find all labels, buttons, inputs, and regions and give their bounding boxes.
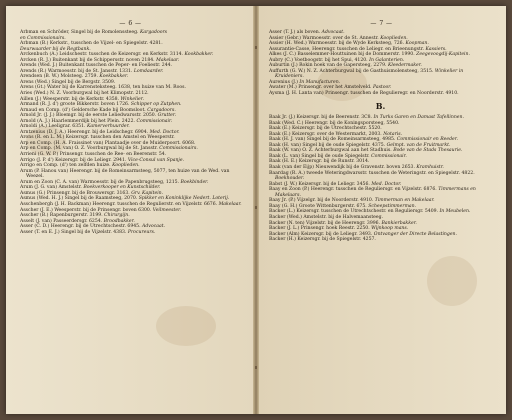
page-number-right: — 7 — [370, 20, 393, 27]
entry-occupation: Notaris. [383, 131, 403, 137]
entry-text: Baak (H. J. van) Singel bij de Romeinsarmsteeg, 4985. [269, 137, 396, 143]
entry-text: Baak (van der Eijp) Nieuwendijk bij de Gravenstr. boven 2653. [269, 165, 415, 171]
entry-occupation: Commissionair. [136, 118, 173, 124]
entry-occupation: Koekbakker. [99, 74, 129, 80]
entry-text: Arum (J. G. van) Amstelstr. [20, 185, 82, 191]
entry-text: Aries (Wed.) N. Z. Voorburgwal bij het Klimopstr. 2112. [20, 91, 149, 97]
entry-text: Baay (G. H.) Groote Wittenburgerstr. 675. [269, 203, 367, 209]
entry-text: Arckenbuch (A.) Leidschestr. tusschen de Keizersgr. en Kerkstr. 3114. [20, 52, 184, 58]
entry-occupation: Procureurs. [127, 229, 156, 235]
entry-occupation: Advocaat. [321, 30, 345, 35]
entry-occupation: Kooplieden. [112, 163, 140, 169]
entry-text: Assier (Gebr.) Warmoesstr. over de St. Annestr. [269, 35, 379, 41]
entry-occupation: In Galanterien. [369, 57, 405, 63]
entry-text: Asser (T. J.) als boven. [269, 30, 321, 35]
entry-text: Baak (W. van) O. Z. Achterburgwal aan het Stadhuis. [269, 148, 392, 154]
directory-entry [269, 171, 492, 182]
right-entry-list-a [269, 30, 492, 97]
left-entry-list [20, 30, 243, 235]
entry-occupation: Gelmpt. van de Fruitmarkt. [386, 142, 451, 148]
entry-text: Backer (H.) Keizersgr. bij de Spiegelstr. 4257. [269, 237, 376, 243]
entry-text: Baak Jr. (J.) Keizersgr. bij de Beerenstr. 3C8. [269, 115, 373, 121]
entry-text: Alkes (J. C.) Basselemmer-Houttuinen bij de Dommerstr. 1990. [269, 52, 415, 58]
entry-text: Arrieni (G. W. P.) Prinsengr. tusschen de Ree- en Beerenstr. 54. [20, 152, 167, 158]
entry-text: Backer (Wed.) Amstelstr. bij de Halvemaansteeg. [269, 214, 384, 220]
entry-occupation: Chirurgijn. [104, 213, 130, 219]
entry-text: Arum en Zoon (C. A. van) Warmoesstr. bij de Papenbrugsteeg, 1215. [20, 179, 180, 185]
entry-text: Arbman en Schröder, Singel bij de Romolenssteeg. [20, 30, 139, 35]
entry-occupation: Boekverkooper en Kunstschilder. [83, 185, 161, 191]
entry-text: Baak (E.) Keizersgr. over de Westermarkt, 2003. [269, 131, 382, 137]
entry-text: Arnold (A. J.) Haarlemmerdijk bij het Plein. 2422. [20, 118, 135, 124]
entry-text: Arp en Comp. (M. van) O. Z. Voorburgwal bij de St. Jansstr. [20, 146, 158, 152]
entry-occupation: Spikker en Koninklijke Nedert. Loterij. [138, 196, 230, 202]
entry-occupation: Grutter. [157, 113, 177, 119]
entry-text: Auburtin (J.) Rokin hoek van de Gapersteeg, 2279. [269, 63, 387, 69]
entry-occupation: Kamerverhuurder. [86, 124, 130, 130]
entry-occupation: Kookbakker. [184, 52, 214, 58]
entry-occupation: Makelaar. [218, 201, 242, 207]
entry-text: Asscher (B.) Rapenburgerstr. 3199. [20, 213, 103, 219]
entry-text: Awater (M.) Prinsengr. over het Amstelveld. [269, 85, 372, 91]
entry-occupation: Veilmeester. [152, 207, 182, 213]
entry-occupation: Kargadoors [139, 30, 168, 35]
entry-occupation: Schipper op Zutphen. [130, 102, 182, 108]
left-page [6, 6, 255, 414]
entry-occupation: Advocaat. [142, 224, 166, 230]
entry-occupation: In Turks Garen en Damast Tafellinnen. [373, 115, 464, 121]
section-heading: B. [375, 100, 386, 111]
entry-text: Aurenius (J.) [269, 79, 298, 85]
entry-text: Backer (J. L.) Prinsengr. hoek Reestr. 2250. [269, 226, 370, 232]
binding-stitch [255, 366, 257, 369]
directory-entry [20, 169, 243, 180]
binding-stitch [255, 46, 257, 49]
entry-text: Baak (H. E.) Keizersgr. bij de Runstr. 3014. [269, 159, 370, 165]
entry-occupation: Koopman. [405, 41, 429, 47]
entry-occupation: Timmerman en Makelaar. [374, 198, 435, 204]
entry-text: Arends (Wed. J.) Buitenkant tusschen de Peper- en Foeliestr. 244. [20, 63, 173, 69]
entry-text: Aillen (J.) Weesperstr. bij de Kerkstr. 4358. [20, 96, 120, 102]
entry-text: Arens (Gt.) Water bij de Karrensteksteeg. 1638, ten huize van M. Roos. [20, 85, 186, 91]
entry-text: Asmus (G.) Prinsengr. bij de Brouwersgr. 3163. [20, 190, 130, 196]
entry-occupation: Med. Doctor. [371, 181, 402, 187]
entry-text: Asselt (J. van) Passeerdersgr. 6254. [20, 218, 103, 224]
entry-text: Arp en Comp. (H. A. Fraissinet van) Plantaadje over de Muiderpoort. 6068. [20, 140, 196, 146]
entry-text: Arnoldi (A.) Leeligrar. 6351. [20, 124, 86, 130]
entry-text: Backer (Alm) Keizersgr. bij de Leliegr. 3493. [269, 231, 373, 237]
entry-text: Arons (R. en L. M.) Keizersgr. tusschen den Amstel en Weesperstr. [20, 135, 175, 141]
entry-occupation: Timmermans en Makelaars. [275, 187, 476, 198]
right-text-column [269, 30, 492, 243]
entry-occupation: Cargadoors. [147, 107, 176, 113]
entry-occupation: Bode van de Stads Thesaurie. [393, 148, 463, 154]
entry-text: Baak (L. van) Singel bij de oude Spiegelstr. [269, 153, 370, 159]
paper-stain [427, 256, 477, 306]
entry-occupation: Lomdaarder. [133, 68, 164, 74]
entry-text: Backer (L.) Keizersgr. tusschen de Utrechtschestr. en Reguliersgr. 5409. [269, 209, 439, 215]
entry-text: Baak (H. van) Singel bij de oude Spiegelstr. 4375. [269, 142, 386, 148]
entry-text: Asschenbergh (J. H. Backman) Heerengr. tusschen de Regulierstr. en Vijzelstr. 6676. [20, 201, 218, 207]
entry-text: Arens (Wed.) Singel bij de Bergstr. 3509. [20, 79, 116, 85]
directory-entry [269, 69, 492, 80]
directory-entry [269, 187, 492, 198]
entry-text: Arrigo en Comp. (d') ten zelfden huize. [20, 163, 111, 169]
book-gutter [253, 6, 259, 414]
entry-occupation: Boekbinder. [180, 179, 209, 185]
entry-text: Arnaud en Comp. (d') Geldersche Kade bij Boomsloot. [20, 107, 146, 113]
entry-text: Auffurth (G. W.) N. Z. Achterburgwal bij de Gasthuismolensteeg, 3515. [269, 68, 434, 74]
entry-text: Asser (C. D.) Heerengr. bij de Utrechtschestr. 6945. [20, 224, 141, 230]
entry-text: Asser (T. en E. J.) Singel bij de Vijzelstr. 4383. [20, 229, 127, 235]
entry-text: Baak (Wed. C.) Heerengr. bij de Koningsporsteeg, 5540. [269, 120, 400, 126]
entry-text: Baardag (R. A.) tweede Weteringdwarsstr. tusschen de Weteringstr. en Spiegelstr. 4822. [269, 170, 475, 176]
entry-text: Assier (H. Wed.) Warmoesstr. bij de Wyde Kerksteeg, 726. [269, 41, 405, 47]
book-spread [6, 6, 506, 414]
entry-occupation: Vice-Consul van Spanje. [127, 157, 185, 163]
directory-entry [269, 91, 492, 97]
entry-occupation: Bankierbakker. [381, 220, 417, 226]
entry-occupation: Makelaar. [156, 57, 180, 63]
entry-text: Asscher (J. E.) Weesperstr. bij de Prinsengr. boven 6300. [20, 207, 152, 213]
entry-text: Arends (R.) Warmoesstr. bij de St. Jansstr. 1331. [20, 68, 133, 74]
entry-text: Backer (N. ten) Vijzelstr. bij de Heerengr. 3996. [269, 220, 381, 226]
entry-text: Aysma (J. H. Lanta van) Prinsengr. tusschen de Regulieregr. en Noorderstr. 4910. [269, 91, 459, 97]
right-page [257, 6, 506, 414]
entry-occupation: Boekhouder. [275, 176, 305, 182]
entry-occupation: Wijnkoop mans. [371, 226, 409, 232]
entry-text: Arnold Jr. (J. J.) Bloemgr. bij de eerste Leliedwarsstr. 2050. [20, 113, 157, 119]
entry-text: Arntzenius (D. J. A.) Heerengr. bij de Leidschegr. 6904. [20, 129, 149, 135]
page-number-left: — 6 — [119, 20, 142, 27]
entry-text: Asmus (Wed. H. J.) Singel bij de Raamsteeg, 2070. [20, 196, 138, 202]
entry-occupation: Kleedermaker. [387, 63, 422, 69]
entry-text: Armand (R. J. d') groote Bikkerstr. boven 1726. [20, 102, 130, 108]
entry-occupation: In Meubelen. [439, 209, 471, 215]
entry-text: Aubry (C.) Voetboogstr. bij het Spui, 4120. [269, 57, 368, 63]
entry-text: Assurantie-Casse, Heerengr. tusschen de Leliegr. en Brieenungstr. [269, 46, 425, 52]
entry-occupation: Broodbakker. [103, 218, 135, 224]
entry-text: Baak (E.) Keizersgr. bij de Utrechtschestr. 5520. [269, 126, 382, 132]
entry-occupation: Commissionair en Reeder. [396, 137, 458, 143]
entry-occupation: Zeegevoogdij-Kapitein. [416, 52, 470, 58]
directory-entry [269, 237, 492, 243]
entry-occupation: Med. Doctor. [149, 129, 180, 135]
entry-occupation: Winkelier. [120, 96, 144, 102]
entry-occupation: Pastoor. [372, 85, 392, 91]
binding-stitch [255, 206, 257, 209]
entry-occupation: Scheepstimmerman. [368, 203, 417, 209]
entry-occupation: Kassiers. [425, 46, 447, 52]
entry-text: Arendsen (B. W.) Molsteeg. 2759. [20, 74, 98, 80]
entry-occupation: Winkelier in Kruideniers. [275, 68, 464, 80]
entry-text: Arcken (R. J.) Buitenkant bij de Schippersstr. noven 2184. [20, 57, 155, 63]
entry-occupation: Grv. Kapitein. [131, 190, 164, 196]
entry-text: Baay en Zoon (P.) Heerengr. tusschen de Reguliersgr. en Vijzelstr. 6876. [269, 187, 437, 193]
entry-occupation: Commissionairs. [159, 146, 198, 152]
entry-occupation: Kramhuistr. [416, 165, 444, 171]
entry-text: Arbman (B.) Kerkstr., tusschen de Vijzel- en Spiegelstr. 4281. [20, 41, 163, 47]
paper-stain [156, 306, 216, 346]
entry-text: Arrigo (J. P. d') Keizersgr. bij de Leliegr. 2941. [20, 157, 127, 163]
entry-text: Baay Jr. (P.) Vijzelgr. bij de Noorderstr. 4910. [269, 198, 374, 204]
entry-occupation: In Manufacturen. [299, 79, 341, 85]
entry-occupation: Kooplieden. [380, 35, 408, 41]
entry-text: Arum (P. Hanou van) Heerengr. bij de Romeinsarmsteeg, 5077, ten huize van de Wed. van Weezel. [20, 168, 230, 180]
directory-entry [20, 230, 243, 236]
entry-occupation: Deurwaarder bij de Regtbank. [20, 46, 91, 52]
right-entry-list-b [269, 115, 492, 243]
entry-text: Babst (J. W.) Keizersgr. bij de Leliegr. 3456. [269, 181, 370, 187]
entry-occupation: Ontvanger der Directe Belastingen. [373, 231, 457, 237]
entry-occupation: en Commissionairs. [20, 35, 66, 41]
entry-occupation: Commissionair. [371, 153, 407, 159]
